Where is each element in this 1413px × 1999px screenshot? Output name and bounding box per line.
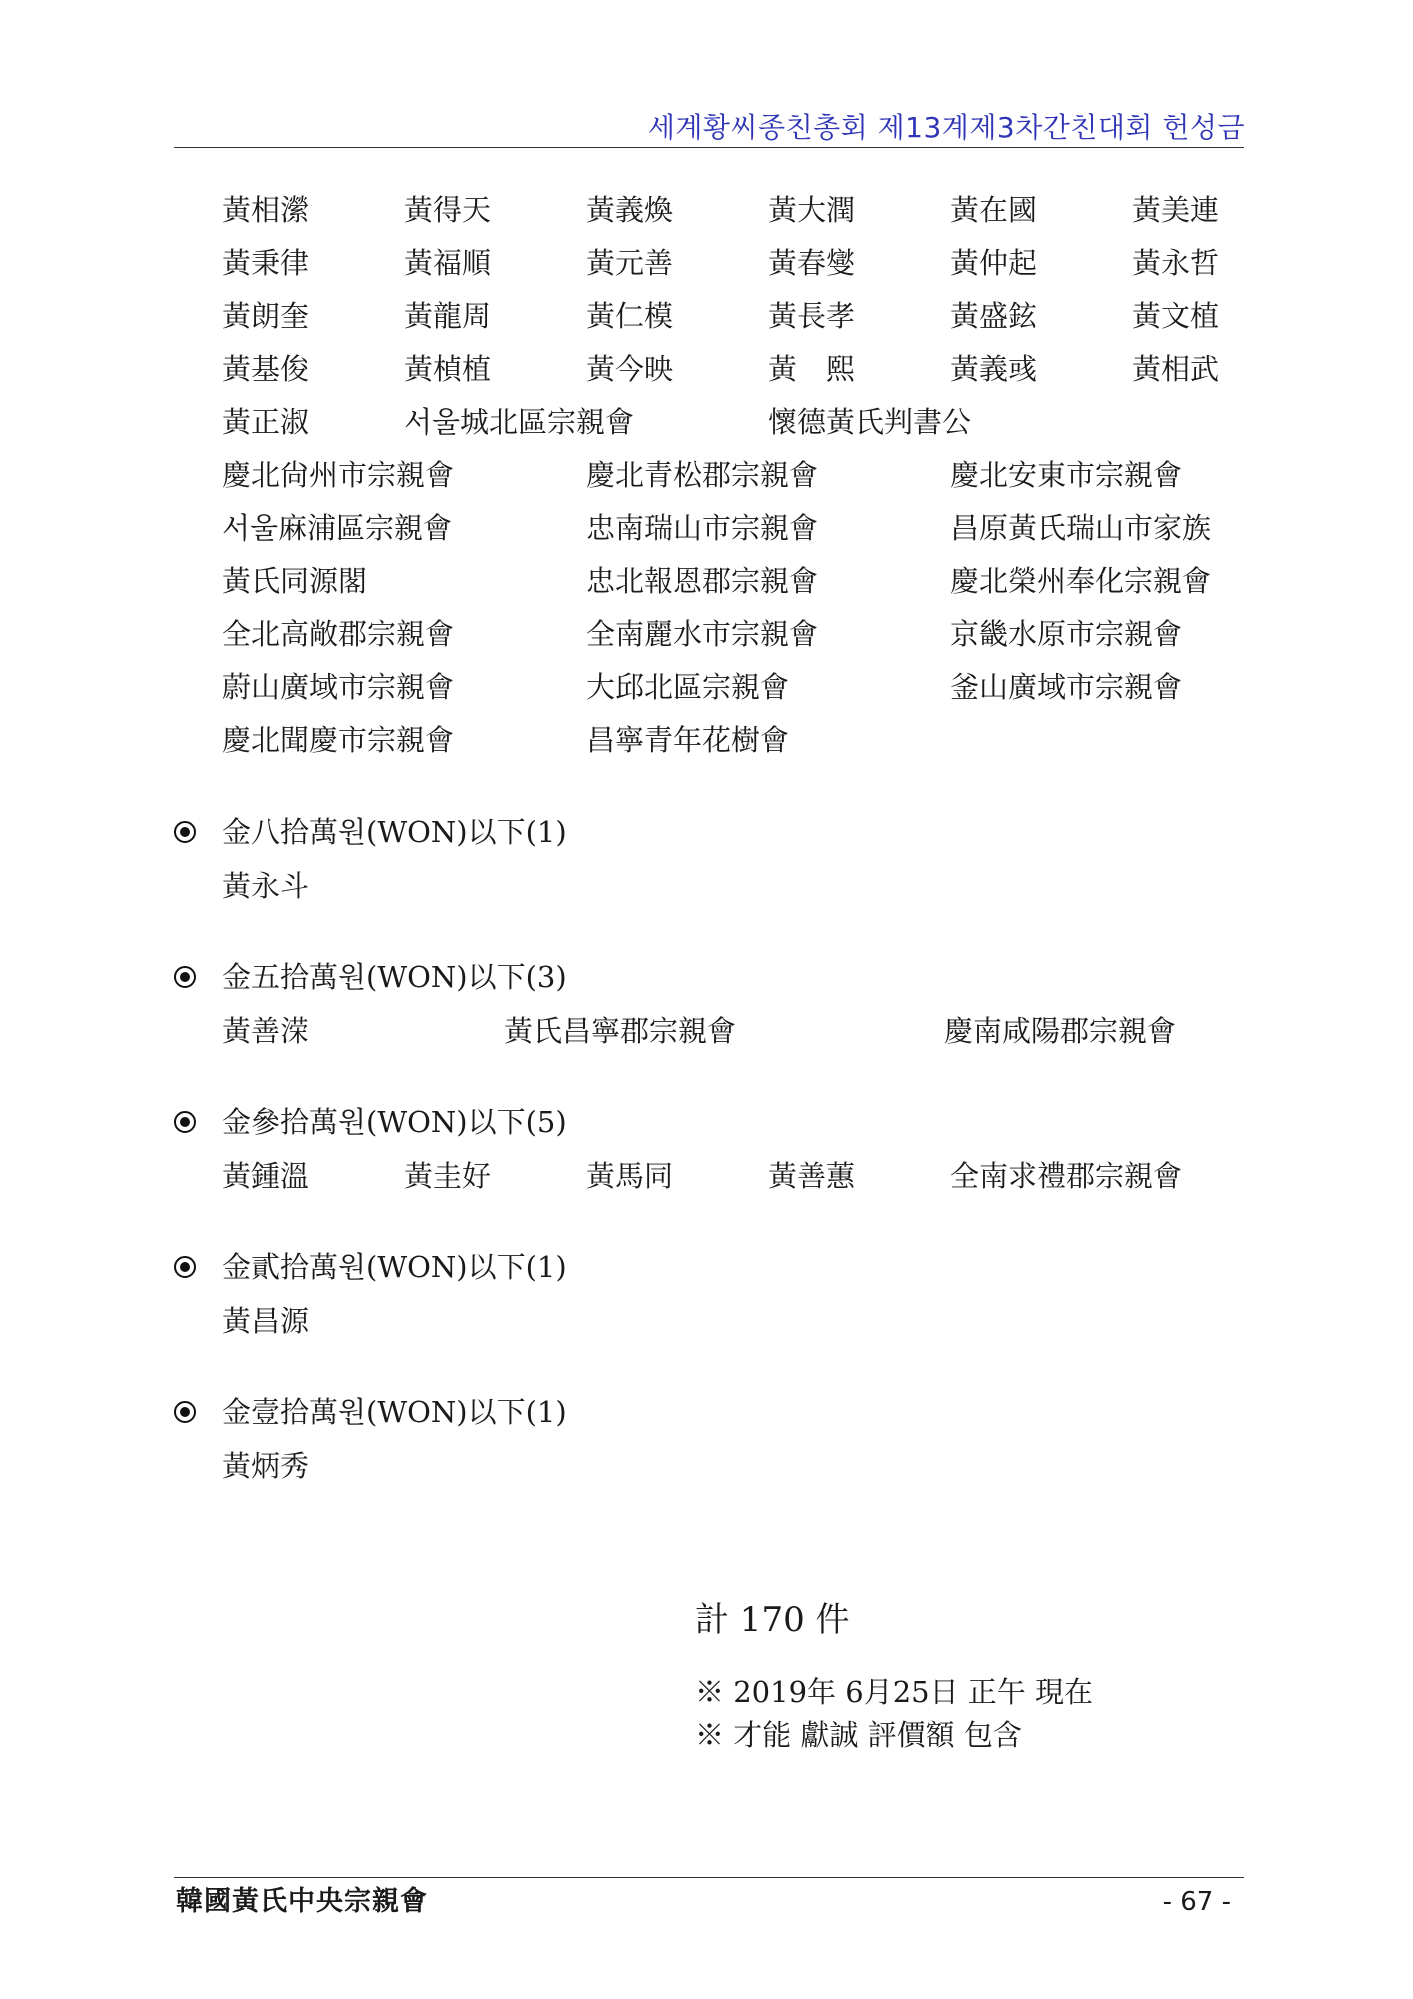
radio-bullet-icon bbox=[174, 1111, 196, 1133]
donor-name: 黃善蕙 bbox=[768, 1159, 856, 1193]
footer-organization: 韓國黃氏中央宗親會 bbox=[176, 1886, 428, 1917]
donor-name: 黃龍周 bbox=[404, 299, 492, 333]
donor-name: 黃福順 bbox=[404, 246, 492, 280]
donor-name: 黃善溁 bbox=[222, 1014, 310, 1048]
donor-name: 全北高敞郡宗親會 bbox=[222, 617, 455, 651]
donor-name: 黃昌源 bbox=[222, 1304, 310, 1338]
donor-name: 京畿水原市宗親會 bbox=[950, 617, 1183, 651]
donor-name: 黃鍾溫 bbox=[222, 1159, 310, 1193]
donor-name: 黃永哲 bbox=[1132, 246, 1220, 280]
donor-name: 慶北青松郡宗親會 bbox=[586, 458, 819, 492]
donor-name: 黃仲起 bbox=[950, 246, 1038, 280]
donor-name: 黃長孝 bbox=[768, 299, 856, 333]
donor-name: 全南麗水市宗親會 bbox=[586, 617, 819, 651]
donor-name: 黃仁模 bbox=[586, 299, 674, 333]
donor-name: 慶北榮州奉化宗親會 bbox=[950, 564, 1212, 598]
donor-name: 黃元善 bbox=[586, 246, 674, 280]
header-divider bbox=[174, 147, 1244, 148]
donor-name: 黃美連 bbox=[1132, 193, 1220, 227]
donor-name: 黃炳秀 bbox=[222, 1449, 310, 1483]
donor-name: 黃氏昌寧郡宗親會 bbox=[504, 1014, 737, 1048]
note-date: ※ 2019年 6月25日 正午 現在 bbox=[695, 1675, 1094, 1709]
donor-name: 黃圭好 bbox=[404, 1159, 492, 1193]
donor-name: 서울城北區宗親會 bbox=[404, 405, 635, 439]
page-number: - 67 - bbox=[1162, 1887, 1231, 1917]
radio-bullet-icon bbox=[174, 821, 196, 843]
donor-name: 黃春燮 bbox=[768, 246, 856, 280]
donor-name: 昌原黃氏瑞山市家族 bbox=[950, 511, 1212, 545]
donor-name: 黃秉律 bbox=[222, 246, 310, 280]
tier-label: 金八拾萬원(WON)以下(1) bbox=[222, 815, 567, 849]
note-inclusion: ※ 才能 獻誠 評價額 包含 bbox=[695, 1718, 1022, 1752]
donor-name: 慶北聞慶市宗親會 bbox=[222, 723, 455, 757]
donor-name: 懷德黃氏判書公 bbox=[768, 405, 972, 439]
footer-divider bbox=[174, 1877, 1244, 1878]
tier-label: 金參拾萬원(WON)以下(5) bbox=[222, 1105, 567, 1139]
radio-bullet-icon bbox=[174, 1256, 196, 1278]
donor-name: 黃永斗 bbox=[222, 869, 310, 903]
donor-name: 黃大潤 bbox=[768, 193, 856, 227]
radio-bullet-icon bbox=[174, 966, 196, 988]
donor-name: 黃義煥 bbox=[586, 193, 674, 227]
donor-name: 黃盛鉉 bbox=[950, 299, 1038, 333]
donor-name: 忠北報恩郡宗親會 bbox=[586, 564, 819, 598]
donor-name: 黃 熙 bbox=[768, 352, 856, 386]
donor-name: 黃今映 bbox=[586, 352, 674, 386]
page-header-title: 세계황씨종친총회 제13계제3차간친대회 헌성금 bbox=[647, 111, 1245, 144]
donor-name: 昌寧青年花樹會 bbox=[586, 723, 790, 757]
radio-bullet-icon bbox=[174, 1401, 196, 1423]
donor-name: 黃相武 bbox=[1132, 352, 1220, 386]
tier-label: 金五拾萬원(WON)以下(3) bbox=[222, 960, 567, 994]
donor-name: 釜山廣域市宗親會 bbox=[950, 670, 1183, 704]
donor-name: 黃馬同 bbox=[586, 1159, 674, 1193]
donor-name: 서울麻浦區宗親會 bbox=[222, 511, 453, 545]
donor-name: 黃得天 bbox=[404, 193, 492, 227]
donor-name: 黃正淑 bbox=[222, 405, 310, 439]
donor-name: 忠南瑞山市宗親會 bbox=[586, 511, 819, 545]
donor-name: 全南求禮郡宗親會 bbox=[950, 1159, 1183, 1193]
donor-name: 大邱北區宗親會 bbox=[586, 670, 790, 704]
donor-name: 慶北安東市宗親會 bbox=[950, 458, 1183, 492]
donor-name: 蔚山廣域市宗親會 bbox=[222, 670, 455, 704]
donor-name: 慶南咸陽郡宗親會 bbox=[944, 1014, 1177, 1048]
tier-label: 金貳拾萬원(WON)以下(1) bbox=[222, 1250, 567, 1284]
donor-name: 黃楨植 bbox=[404, 352, 492, 386]
donor-name: 黃氏同源閣 bbox=[222, 564, 368, 598]
donor-name: 黃朗奎 bbox=[222, 299, 310, 333]
donor-name: 黃基俊 bbox=[222, 352, 310, 386]
donor-name: 黃相瀠 bbox=[222, 193, 310, 227]
donor-name: 黃在國 bbox=[950, 193, 1038, 227]
tier-label: 金壹拾萬원(WON)以下(1) bbox=[222, 1395, 567, 1429]
donor-name: 慶北尙州市宗親會 bbox=[222, 458, 455, 492]
donor-name: 黃義彧 bbox=[950, 352, 1038, 386]
total-count: 計 170 件 bbox=[695, 1600, 850, 1640]
donor-name: 黃文植 bbox=[1132, 299, 1220, 333]
